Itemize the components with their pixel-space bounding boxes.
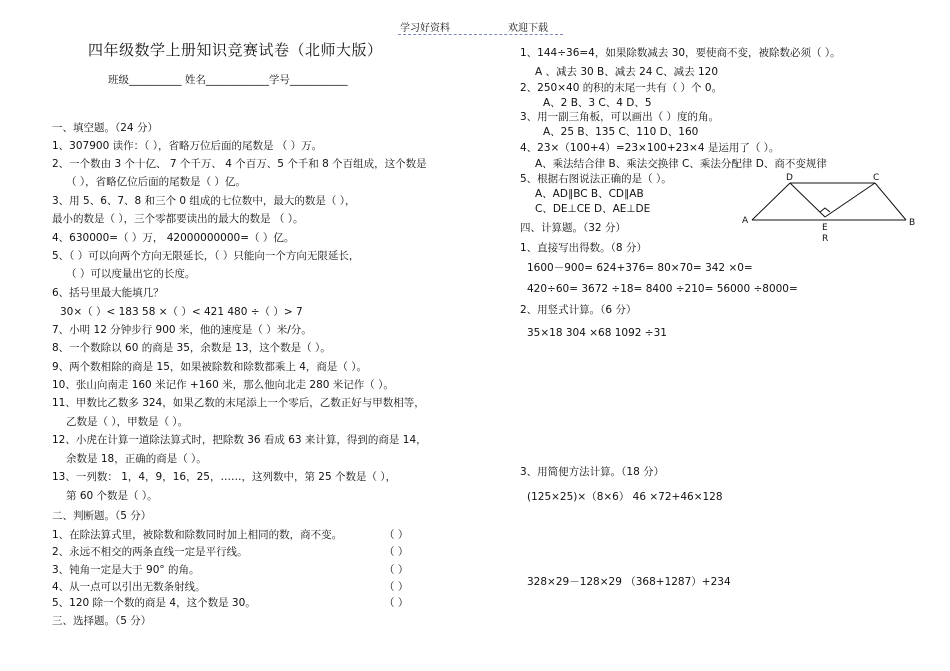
calc-row: 1600－900= 624+376= 80×70= 342 ×0= [527,262,753,274]
question-line: 11、甲数比乙数多 324，如果乙数的末尾添上一个零后，乙数正好与甲数相等， [52,397,425,409]
choice-question: 4、23×（100+4）=23×100+23×4 是运用了（ ）。 [520,142,780,154]
question-line: （ ）可以度量出它的长度。 [66,268,196,280]
page-header-left: 学习好资料 [400,23,450,34]
label-d: D [786,173,793,183]
segment-de [790,183,825,217]
segment-cb [875,183,906,220]
question-line: 3、用 5、6、7、8 和三个 0 组成的七位数中，最大的数是（ ）， [52,195,356,207]
header-divider [398,34,563,35]
choice-question: 3、用一副三角板，可以画出（ ）度的角。 [520,111,720,123]
question-line: 2、一个数由 3 个十亿、 7 个千万、 4 个百万、5 个千和 8 个百组成，这个数是 [52,158,427,170]
page-header-right: 欢迎下载 [508,23,548,34]
choice-question: 1、144÷36=4，如果除数减去 30，要使商不变，被除数必须（ ）。 [520,47,841,59]
question-line: 8、一个数除以 60 的商是 35，余数是 13，这个数是（ ）。 [52,342,331,354]
choice-options: A、乘法结合律 B、乘法交换律 C、乘法分配律 D、商不变规律 [535,158,827,170]
label-e: E [822,223,828,233]
calc-row: 35×18 304 ×68 1092 ÷31 [527,327,667,339]
question-line: 第 60 个数是（ ）。 [66,490,158,502]
judge-item: 1、在除法算式里，被除数和除数同时加上相同的数，商不变。 [52,529,343,541]
question-line: 1、307900 读作：（ ），省略万位后面的尾数是 （ ）万。 [52,140,323,152]
sub-heading: 3、用简便方法计算。（18 分） [520,466,665,478]
judge-item: 2、永远不相交的两条直线一定是平行线。 [52,546,248,558]
label-a: A [742,216,749,226]
choice-question: 5、根据右图说法正确的是（ ）。 [520,173,672,185]
segment-ad [752,183,790,220]
calc-row: 328×29－128×29 （368+1287）+234 [527,576,731,588]
section-fill-blank-heading: 一、填空题。（24 分） [52,122,158,134]
judge-answer-blank[interactable]: （ ） [384,529,409,541]
label-c: C [873,173,880,183]
question-line: 5、（ ）可以向两个方向无限延长，（ ）只能向一个方向无限延长， [52,250,360,262]
choice-options: A、AD∥BC B、CD∥AB [535,188,644,200]
question-line: 4、630000=（ ）万， 42000000000=（ ）亿。 [52,232,295,244]
choice-options: A、2 B、3 C、4 D、5 [543,97,652,109]
right-angle-mark [820,208,830,212]
choice-options: A、25 B、135 C、110 D、160 [543,126,699,138]
exam-title: 四年级数学上册知识竞赛试卷（北师大版） [88,41,383,59]
student-info-line: 班级__________ 姓名____________学号___________ [108,74,348,86]
question-line: 7、小明 12 分钟步行 900 米，他的速度是（ ）米/分。 [52,324,312,336]
question-line: 6、括号里最大能填几？ [52,287,164,299]
judge-answer-blank[interactable]: （ ） [384,581,409,593]
question-line: 13、一列数： 1，4，9，16，25，……，这列数中，第 25 个数是（ ）， [52,471,397,483]
calc-row: 420÷60= 3672 ÷18= 8400 ÷210= 56000 ÷8000= [527,283,798,295]
judge-item: 5、120 除一个数的商是 4，这个数是 30。 [52,597,256,609]
trapezoid-figure [740,170,920,250]
section-calc-heading: 四、计算题。（32 分） [520,222,626,234]
judge-answer-blank[interactable]: （ ） [384,546,409,558]
question-line: （ ），省略亿位后面的尾数是（ ）亿。 [66,176,246,188]
judge-answer-blank[interactable]: （ ） [384,597,409,609]
question-line: 10、张山向南走 160 米记作 +160 米，那么他向北走 280 米记作（ ）。 [52,379,394,391]
question-line: 余数是 18，正确的商是（ ）。 [66,453,207,465]
question-line: 最小的数是（ ），三个零都要读出的最大的数是 （ ）。 [52,213,304,225]
section-choice-heading: 三、选择题。（5 分） [52,615,152,627]
judge-item: 4、从一点可以引出无数条射线。 [52,581,206,593]
choice-question: 2、250×40 的积的末尾一共有（ ）个 0。 [520,82,723,94]
label-b: B [909,218,916,228]
question-line: 乙数是（ ），甲数是（ ）。 [66,416,189,428]
choice-options: A 、减去 30 B、减去 24 C、减去 120 [535,66,719,78]
label-r: R [822,234,829,244]
question-line: 30×（ ）< 183 58 ×（ ）< 421 480 ÷（ ）> 7 [60,306,303,318]
choice-options: C、DE⊥CE D、AE⊥DE [535,203,651,215]
judge-item: 3、钝角一定是大于 90° 的角。 [52,564,200,576]
question-line: 12、小虎在计算一道除法算式时，把除数 36 看成 63 来计算，得到的商是 14， [52,434,427,446]
segment-ce [825,183,875,217]
judge-answer-blank[interactable]: （ ） [384,564,409,576]
question-line: 9、两个数相除的商是 15，如果被除数和除数都乘上 4，商是（ ）。 [52,361,367,373]
sub-heading: 2、用竖式计算。（6 分） [520,304,637,316]
sub-heading: 1、直接写出得数。（8 分） [520,242,647,254]
section-judge-heading: 二、判断题。（5 分） [52,510,152,522]
calc-row: (125×25)×（8×6） 46 ×72+46×128 [527,491,723,503]
